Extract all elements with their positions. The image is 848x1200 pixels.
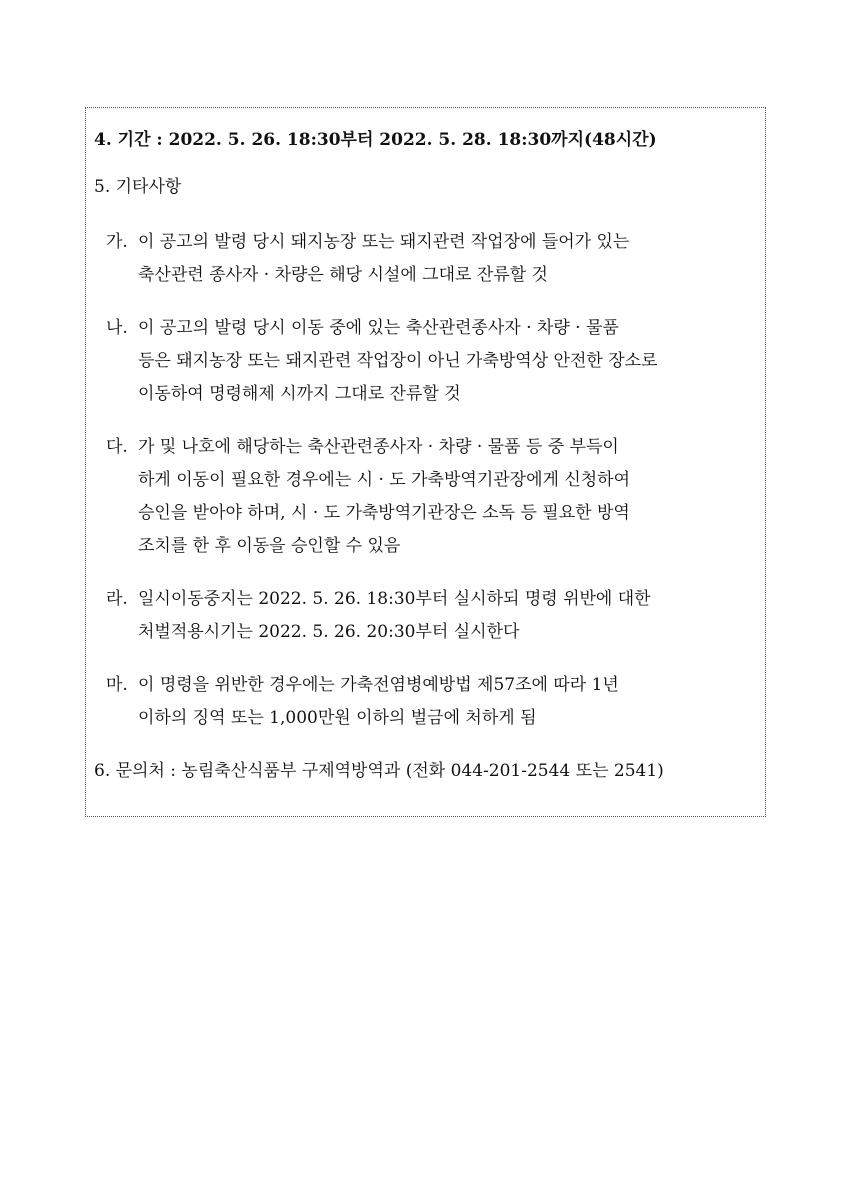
item-line-text: 이 공고의 발령 당시 돼지농장 또는 돼지관련 작업장에 들어가 있는 bbox=[138, 232, 630, 252]
item-line: 처벌적용시기는 2022. 5. 26. 20:30부터 실시한다 bbox=[138, 622, 520, 642]
item-line: 하게 이동이 필요한 경우에는 시 · 도 가축방역기관장에게 신청하여 bbox=[138, 470, 631, 490]
notice-box bbox=[85, 107, 766, 817]
contact-line: 6. 문의처 : 농림축산식품부 구제역방역과 (전화 044-201-2544 또는 2541) bbox=[94, 761, 664, 781]
item-line: 일시이동중지는 2022. 5. 26. 18:30부터 실시하되 명령 위반에 대한 bbox=[138, 589, 651, 609]
item-line: 등은 돼지농장 또는 돼지관련 작업장이 아닌 가축방역상 안전한 장소로 bbox=[138, 351, 658, 371]
other-heading: 5. 기타사항 bbox=[94, 177, 182, 197]
item-line: 이 공고의 발령 당시 이동 중에 있는 축산관련종사자 · 차량 · 물품 bbox=[138, 318, 619, 338]
item-line: 이하의 징역 또는 1,000만원 이하의 벌금에 처하게 됨 bbox=[138, 708, 537, 728]
period-line: 4. 기간 : 2022. 5. 26. 18:30부터 2022. 5. 28. 18:30까지(48시간) bbox=[94, 130, 657, 150]
item-line bbox=[138, 232, 757, 252]
item-marker: 가. bbox=[106, 232, 128, 252]
item-marker: 라. bbox=[106, 589, 128, 609]
item-line: 이동하여 명령해제 시까지 그대로 잔류할 것 bbox=[138, 384, 461, 404]
item-marker: 마. bbox=[106, 675, 128, 695]
item-marker: 나. bbox=[106, 318, 128, 338]
item-marker: 다. bbox=[106, 437, 128, 457]
item-line: 축산관련 종사자 · 차량은 해당 시설에 그대로 잔류할 것 bbox=[138, 265, 548, 285]
item-line: 조치를 한 후 이동을 승인할 수 있음 bbox=[138, 536, 401, 556]
item-line: 이 명령을 위반한 경우에는 가축전염병예방법 제57조에 따라 1년 bbox=[138, 675, 619, 695]
item-line: 가 및 나호에 해당하는 축산관련종사자 · 차량 · 물품 등 중 부득이 bbox=[138, 437, 619, 457]
item-line: 승인을 받아야 하며, 시 · 도 가축방역기관장은 소독 등 필요한 방역 bbox=[138, 503, 630, 523]
